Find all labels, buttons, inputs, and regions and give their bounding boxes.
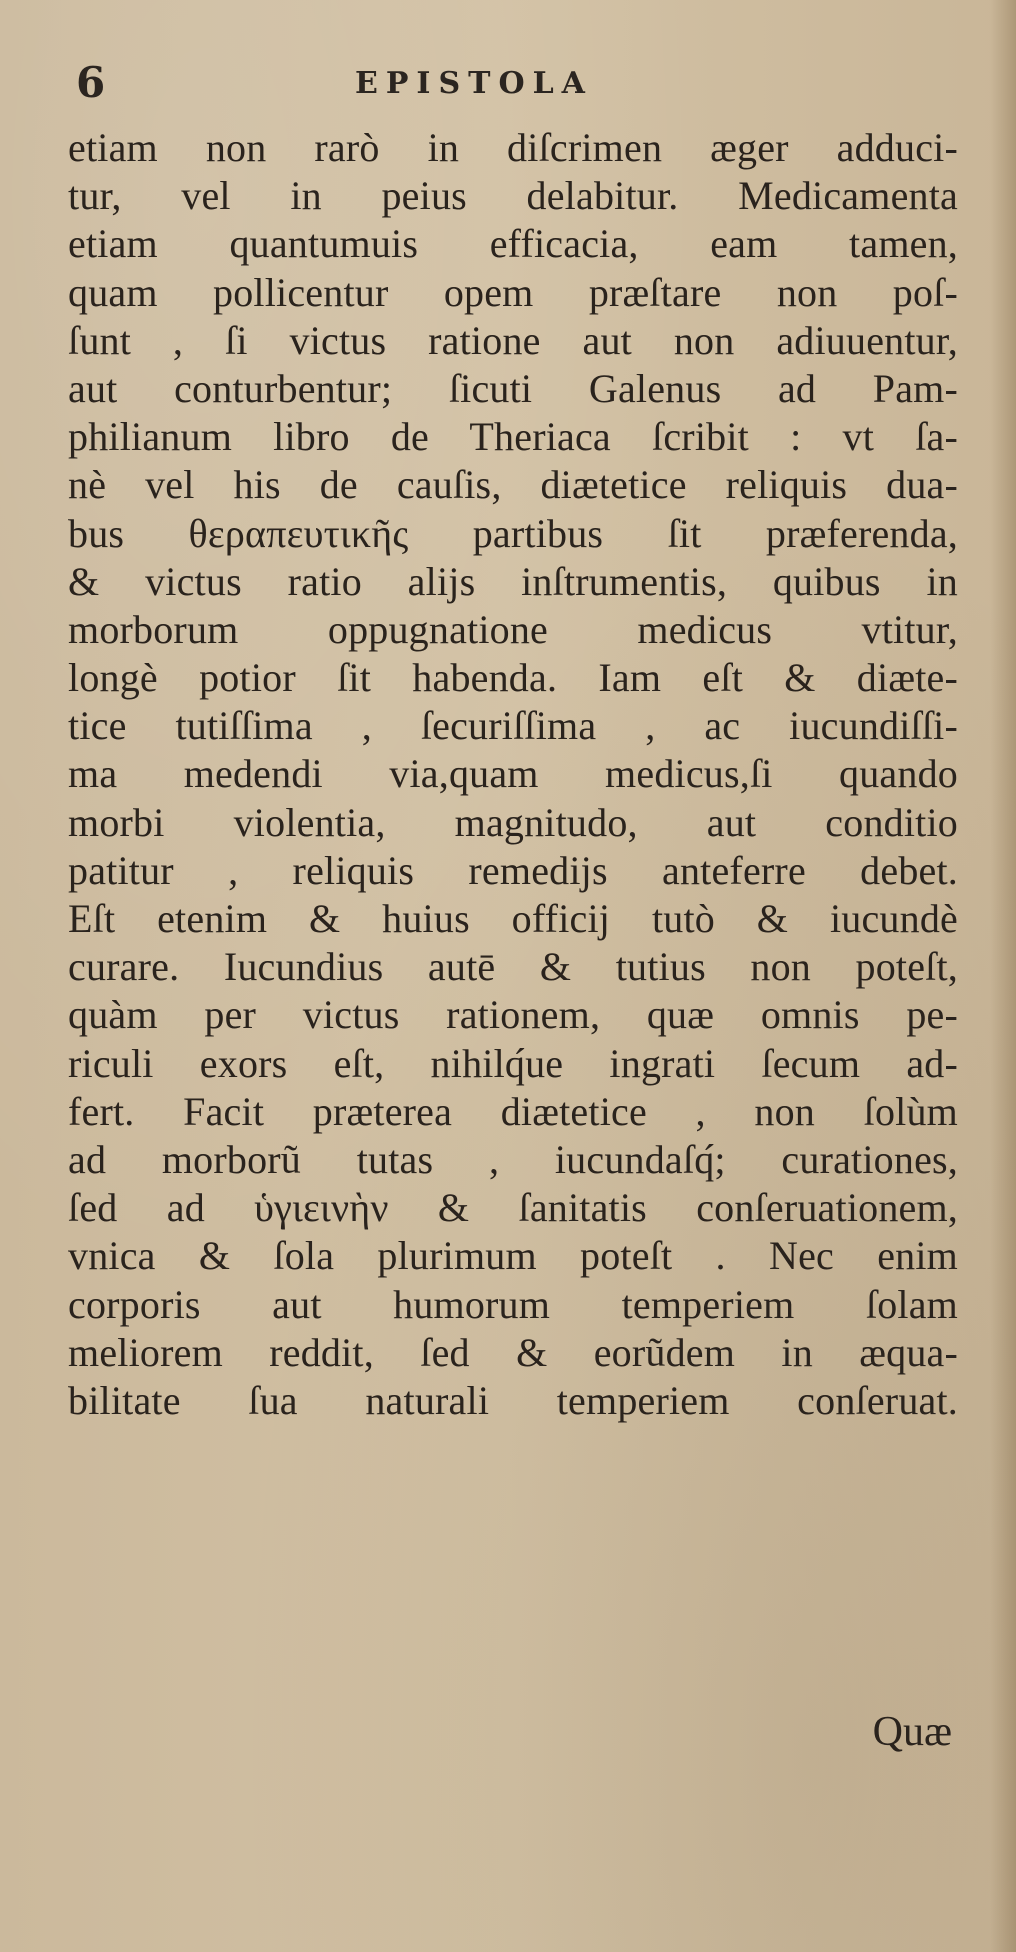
catchword: Quæ (872, 1709, 952, 1755)
page-number: 6 (76, 58, 106, 107)
text-line: corporis aut humorum temperiem ſolam (68, 1281, 958, 1327)
text-line: & victus ratio alijs inſtrumentis, quibus in (68, 558, 958, 604)
text-line: fert. Facit præterea diætetice , non ſolùm (68, 1088, 958, 1134)
text-line: Eſt etenim & huius officij tutò & iucundè (68, 896, 958, 941)
text-line: longè potior ſit habenda. Iam eſt & diæte- (68, 655, 958, 701)
text-line: patitur , reliquis remedijs anteferre debet. (68, 847, 958, 893)
body-text (68, 124, 958, 1425)
text-line: curare. Iucundius autē & tutius non poteſt, (68, 944, 958, 990)
text-line: morbi violentia, magnitudo, aut conditio (68, 799, 958, 845)
text-line: ad morborũ tutas , iucundaſq́; curationes, (68, 1136, 958, 1182)
text-line: meliorem reddit, ſed & eorũdem in æqua- (68, 1329, 958, 1375)
text-line: quam pollicentur opem præſtare non poſ- (68, 269, 958, 315)
running-head: EPISTOLA (355, 66, 593, 101)
text-line: vnica & ſola plurimum poteſt . Nec enim (68, 1233, 958, 1279)
catchword-row (873, 1704, 952, 1760)
text-line: ma medendi via,quam medicus,ſi quando (68, 751, 958, 797)
text-line: tur, vel in peius delabitur. Medicamenta (68, 173, 958, 219)
page-gutter-shadow (990, 0, 1016, 1952)
text-line: etiam quantumuis efficacia, eam tamen, (68, 221, 958, 267)
text-line: quàm per victus rationem, quæ omnis pe- (68, 992, 958, 1038)
text-line: tice tutiſſima , ſecuriſſima , ac iucundiſſi- (68, 703, 958, 749)
text-line: bus θεραπευτικῆς partibus ſit præferenda, (68, 510, 958, 556)
page-header (70, 58, 956, 108)
text-line: morborum oppugnatione medicus vtitur, (68, 606, 958, 652)
text-line: aut conturbentur; ſicuti Galenus ad Pam- (68, 365, 958, 411)
text-line: ſed ad ὑγιεινὴν & ſanitatis conſeruationem, (68, 1185, 958, 1231)
text-line: nè vel his de cauſis, diætetice reliquis dua- (68, 462, 958, 508)
text-line: ſunt , ſi victus ratione aut non adiuuentur, (68, 317, 958, 363)
text-line: riculi exors eſt, nihilq́ue ingrati ſecum ad- (68, 1040, 958, 1086)
text-line: etiam non rarò in diſcrimen æger adduci- (68, 125, 958, 170)
text-line: bilitate ſua naturali temperiem conſeruat. (68, 1377, 958, 1423)
text-line: philianum libro de Theriaca ſcribit : vt ſa- (68, 414, 958, 460)
